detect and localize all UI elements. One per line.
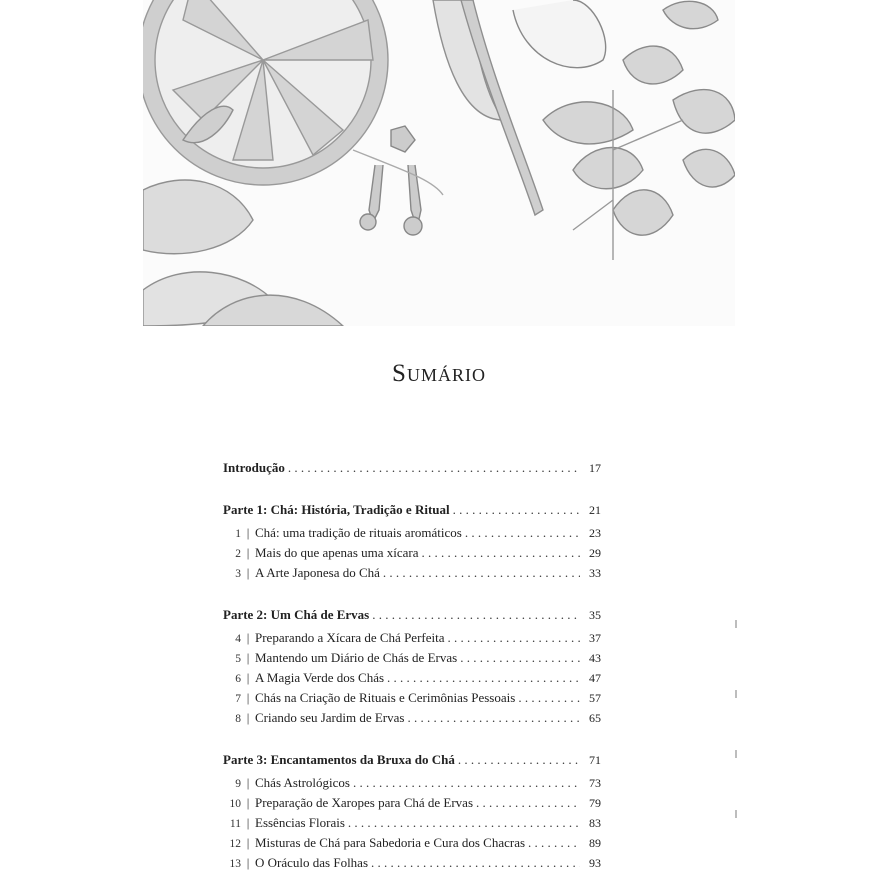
chapter-label: Chás Astrológicos <box>255 775 350 790</box>
chapter-label: Preparação de Xaropes para Chá de Ervas <box>255 795 474 810</box>
toc-page-number: 33 <box>589 566 601 580</box>
toc-chapter[interactable] <box>219 543 601 563</box>
toc-page-number: 71 <box>589 753 601 767</box>
toc-part-label: Parte 2: Um Chá de Ervas <box>223 607 370 622</box>
toc-part[interactable] <box>223 500 601 520</box>
dot-leader <box>387 668 580 688</box>
toc-page-number: 35 <box>589 608 601 622</box>
chapter-number: 11 <box>229 818 241 830</box>
chapter-number: 2 <box>235 548 241 560</box>
toc-page-number: 17 <box>589 461 601 475</box>
toc-page-number: 37 <box>589 631 601 645</box>
toc-part[interactable] <box>223 605 601 625</box>
chapter-separator: | <box>246 670 250 685</box>
chapter-separator: | <box>246 630 250 645</box>
dot-leader <box>371 853 580 873</box>
toc-chapter[interactable] <box>219 793 601 813</box>
dot-leader <box>518 688 580 708</box>
toc-page-number: 79 <box>589 796 601 810</box>
chapter-number: 5 <box>235 653 241 665</box>
chapter-label: Chá: uma tradição de rituais aromáticos <box>255 525 462 540</box>
chapter-separator: | <box>246 795 250 810</box>
chapter-label: A Arte Japonesa do Chá <box>255 565 380 580</box>
toc-page-number: 73 <box>589 776 601 790</box>
chapter-number: 6 <box>235 673 241 685</box>
chapter-separator: | <box>246 815 250 830</box>
toc-chapter[interactable] <box>219 773 601 793</box>
chapter-label: Preparando a Xícara de Chá Perfeita <box>255 630 445 645</box>
dot-leader <box>458 750 580 770</box>
toc-page-number: 47 <box>589 671 601 685</box>
chapter-label: Misturas de Chá para Sabedoria e Cura dos Chacras <box>255 835 526 850</box>
toc-chapter[interactable] <box>219 853 601 873</box>
chapter-number: 10 <box>229 798 241 810</box>
chapter-separator: | <box>246 710 250 725</box>
chapter-separator: | <box>246 525 250 540</box>
toc-chapter[interactable] <box>219 648 601 668</box>
toc-part-label: Parte 1: Chá: História, Tradição e Ritual <box>223 502 450 517</box>
chapter-number: 9 <box>235 778 241 790</box>
dot-leader <box>453 500 580 520</box>
table-of-contents <box>143 0 735 878</box>
chapter-number: 8 <box>235 713 241 725</box>
toc-page-number: 29 <box>589 546 601 560</box>
chapter-label: Chás na Criação de Rituais e Cerimônias Pessoais <box>255 690 516 705</box>
dot-leader <box>422 543 580 563</box>
dot-leader <box>348 813 580 833</box>
chapter-number: 12 <box>229 838 241 850</box>
dot-leader <box>476 793 580 813</box>
book-page <box>143 0 735 878</box>
dot-leader <box>460 648 580 668</box>
toc-chapter[interactable] <box>219 833 601 853</box>
dot-leader <box>383 563 580 583</box>
toc-page-number: 23 <box>589 526 601 540</box>
toc-page-number: 65 <box>589 711 601 725</box>
page-title: Sumário <box>392 360 486 387</box>
toc-label: Introdução <box>223 460 285 475</box>
dot-leader <box>528 833 580 853</box>
chapter-separator: | <box>246 565 250 580</box>
toc-chapter[interactable] <box>219 813 601 833</box>
chapter-number: 4 <box>235 633 241 645</box>
chapter-number: 7 <box>235 693 241 705</box>
chapter-label: A Magia Verde dos Chás <box>255 670 385 685</box>
chapter-label: Criando seu Jardim de Ervas <box>255 710 405 725</box>
chapter-separator: | <box>246 835 250 850</box>
dot-leader <box>448 628 581 648</box>
chapter-label: O Oráculo das Folhas <box>255 855 369 870</box>
toc-page-number: 57 <box>589 691 601 705</box>
toc-page-number: 93 <box>589 856 601 870</box>
chapter-separator: | <box>246 775 250 790</box>
dot-leader <box>372 605 580 625</box>
toc-part[interactable] <box>223 750 601 770</box>
toc-page-number: 89 <box>589 836 601 850</box>
chapter-separator: | <box>246 690 250 705</box>
chapter-label: Mais do que apenas uma xícara <box>255 545 419 560</box>
toc-chapter[interactable] <box>219 523 601 543</box>
dot-leader <box>465 523 580 543</box>
chapter-separator: | <box>246 855 250 870</box>
page-edge-marks <box>735 600 745 860</box>
toc-page-number: 83 <box>589 816 601 830</box>
toc-chapter[interactable] <box>219 668 601 688</box>
toc-page-number: 21 <box>589 503 601 517</box>
chapter-number: 3 <box>235 568 241 580</box>
chapter-separator: | <box>246 650 250 665</box>
chapter-number: 13 <box>229 858 241 870</box>
toc-part-label: Parte 3: Encantamentos da Bruxa do Chá <box>223 752 455 767</box>
toc-chapter[interactable] <box>219 688 601 708</box>
dot-leader <box>288 458 580 478</box>
toc-intro[interactable] <box>223 458 601 478</box>
toc-page-number: 43 <box>589 651 601 665</box>
chapter-label: Essências Florais <box>255 815 345 830</box>
chapter-label: Mantendo um Diário de Chás de Ervas <box>255 650 458 665</box>
toc-chapter[interactable] <box>219 563 601 583</box>
chapter-separator: | <box>246 545 250 560</box>
toc-chapter[interactable] <box>219 708 601 728</box>
dot-leader <box>407 708 580 728</box>
dot-leader <box>353 773 580 793</box>
chapter-number: 1 <box>235 528 241 540</box>
toc-chapter[interactable] <box>219 628 601 648</box>
